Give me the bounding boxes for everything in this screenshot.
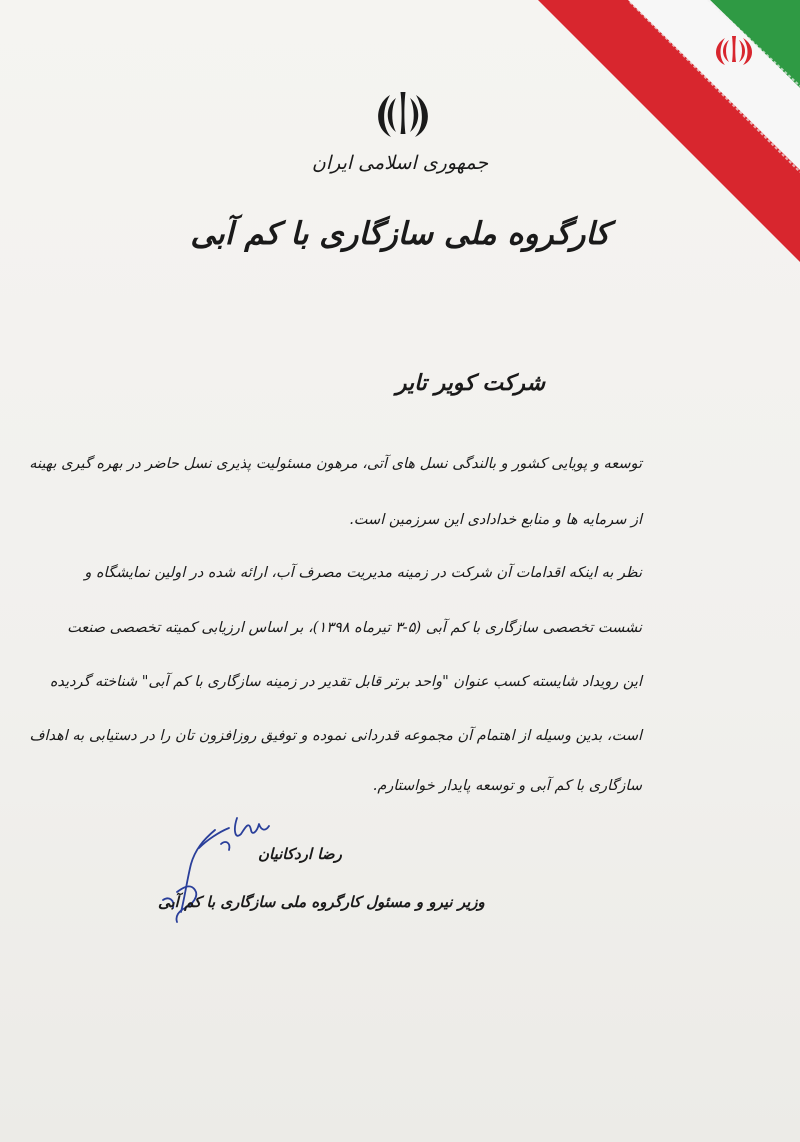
body-line: است، بدین وسیله از اهتمام آن مجموعه قدردانی نموده و توفیق روزافزون تان را در دستیابی به اهداف — [29, 728, 642, 744]
body-line: این رویداد شایسته کسب عنوان "واحد برتر قابل تقدیر در زمینه سازگاری با کم آبی" شناخته گردیده — [49, 674, 642, 690]
signer-title: وزیر نیرو و مسئول کارگروه ملی سازگاری با کم آبی — [158, 893, 485, 911]
body-line: نشست تخصصی سازگاری با کم آبی (۵-۳ تیرماه ۱۳۹۸)، بر اساس ارزیابی کمیته تخصصی صنعت — [67, 620, 642, 636]
body-line: از سرمایه ها و منابع خدادادی این سرزمین است. — [349, 512, 642, 528]
body-line: سازگاری با کم آبی و توسعه پایدار خواستارم. — [372, 778, 642, 794]
working-group-title: کارگروه ملی سازگاری با کم آبی — [190, 216, 610, 252]
body-line: نظر به اینکه اقدامات آن شرکت در زمینه مدیریت مصرف آب، ارائه شده در اولین نمایشگاه و — [84, 565, 642, 581]
national-emblem-icon — [377, 88, 429, 140]
republic-name: جمهوری اسلامی ایران — [311, 152, 489, 174]
recipient-name: شرکت کویر تایر — [395, 370, 545, 396]
signer-name: رضا اردکانیان — [258, 845, 342, 863]
body-line: توسعه و پویایی کشور و بالندگی نسل های آتی، مرهون مسئولیت پذیری نسل حاضر در بهره گیری بهینه — [29, 456, 642, 472]
